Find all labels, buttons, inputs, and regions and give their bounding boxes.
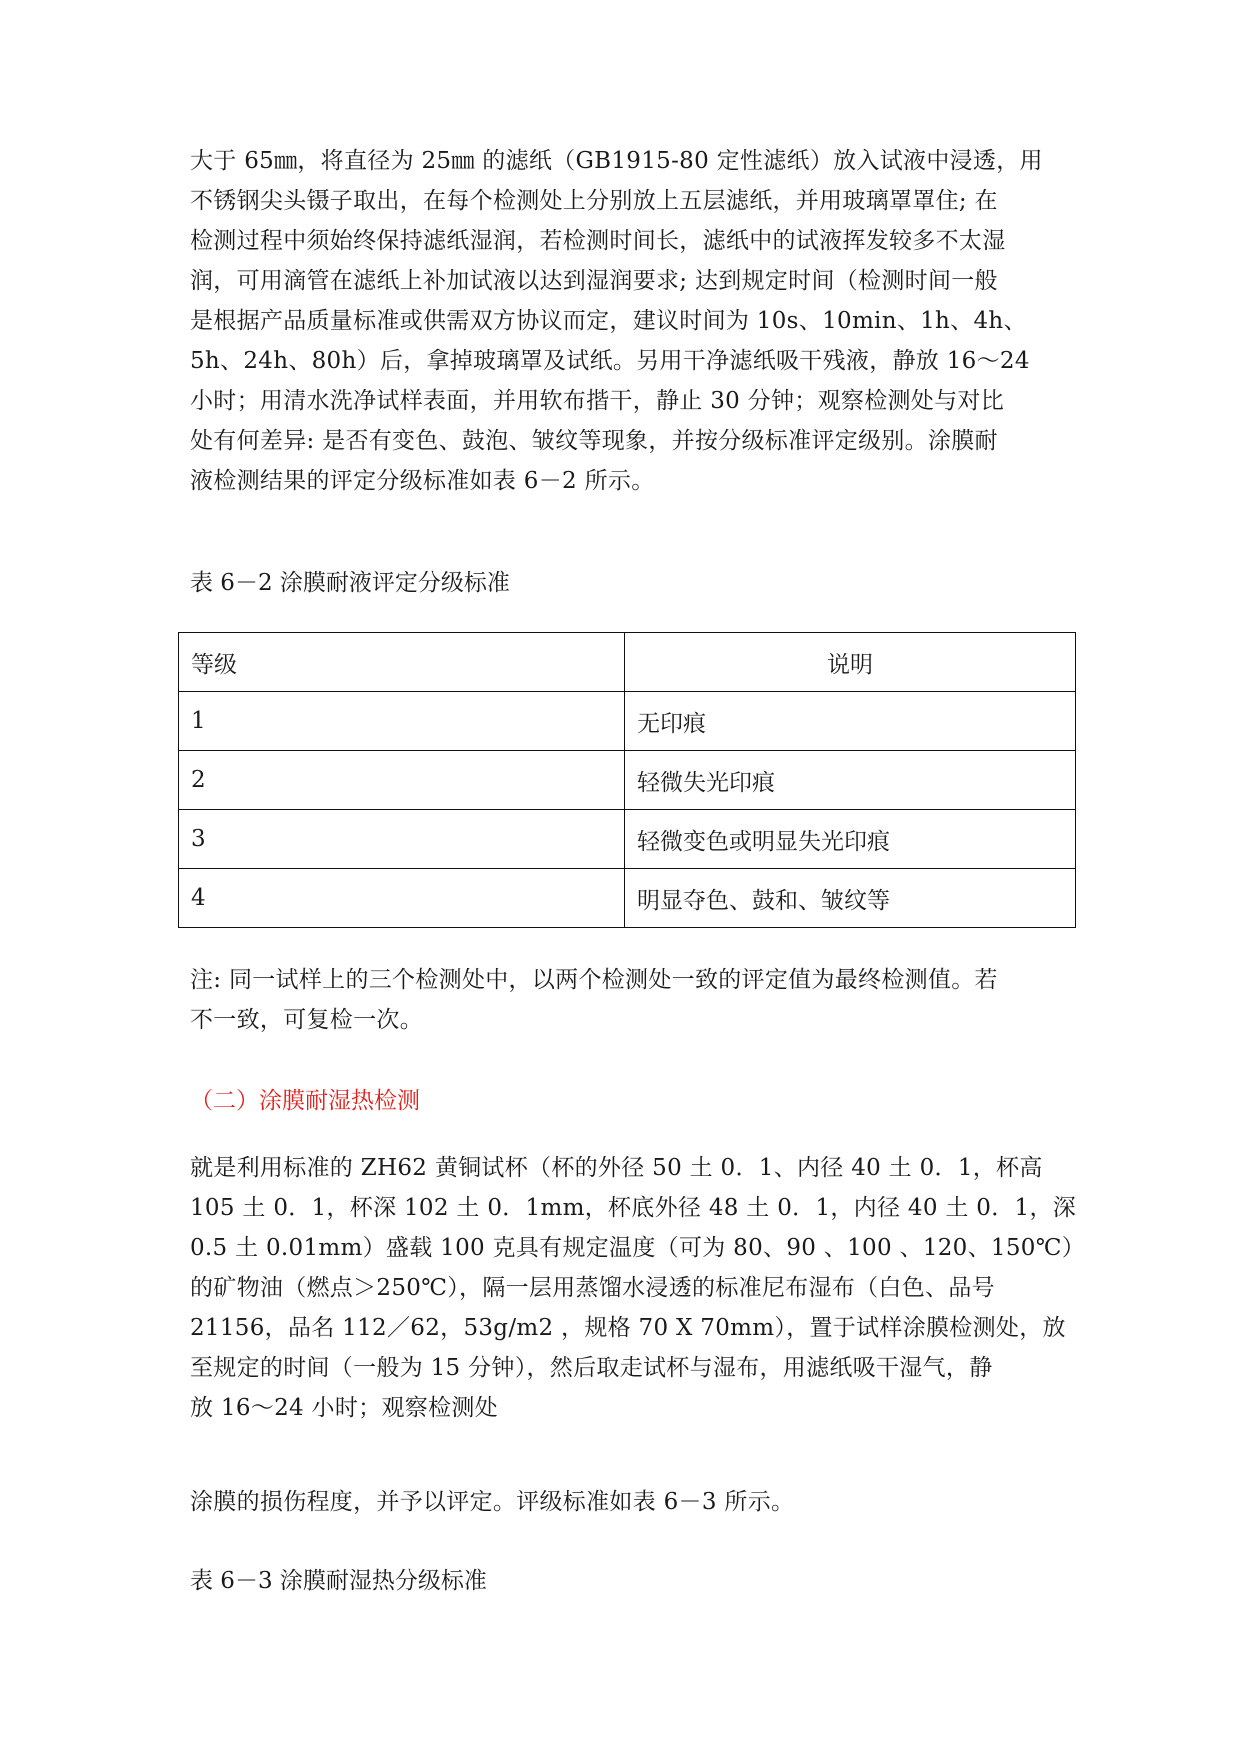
- paragraph-humidity-heat-method: [190, 1148, 1086, 1428]
- paragraph-liquid-resistance-method: [190, 141, 1070, 501]
- text-line: 不锈钢尖头镊子取出，在每个检测处上分别放上五层滤纸，并用玻璃罩罩住; 在: [190, 188, 998, 214]
- text-line: 检测过程中须始终保持滤纸湿润，若检测时间长，滤纸中的试液挥发较多不太湿: [190, 228, 1006, 254]
- grade-cell: 3: [179, 810, 625, 869]
- description-cell: 无印痕: [625, 692, 1076, 751]
- description-cell: 轻微变色或明显失光印痕: [625, 810, 1076, 869]
- section-heading-humidity-heat: （二）涂膜耐湿热检测: [190, 1088, 420, 1114]
- text-line: 涂膜的损伤程度，并予以评定。评级标准如表 6－3 所示。: [190, 1489, 795, 1515]
- text-line: 105 土 0．1，杯深 102 土 0．1mm，杯底外径 48 土 0．1，内径 40 土 0．1，深: [190, 1195, 1077, 1221]
- text-line: 处有何差异: 是否有变色、鼓泡、皱纹等现象，并按分级标准评定级别。涂膜耐: [190, 428, 998, 454]
- paragraph-damage-evaluation: [190, 1482, 1070, 1522]
- table-row: [179, 810, 1076, 869]
- text-line: 21156，品名 112／62，53g/m2 ，规格 70 X 70mm），置于试样涂膜检测处，放: [190, 1315, 1066, 1341]
- table-header-row: [179, 633, 1076, 692]
- text-line: 就是利用标准的 ZH62 黄铜试杯（杯的外径 50 土 0．1、内径 40 土 0．1，杯高: [190, 1155, 1043, 1181]
- text-line: 润，可用滴管在滤纸上补加试液以达到湿润要求; 达到规定时间（检测时间一般: [190, 268, 998, 294]
- text-line: 至规定的时间（一般为 15 分钟），然后取走试杯与湿布，用滤纸吸干湿气，静: [190, 1355, 993, 1381]
- grade-cell: 2: [179, 751, 625, 810]
- text-line: 注: 同一试样上的三个检测处中，以两个检测处一致的评定值为最终检测值。若: [190, 967, 998, 993]
- table-caption-6-3: 表 6－3 涂膜耐湿热分级标准: [190, 1568, 487, 1594]
- description-cell: 轻微失光印痕: [625, 751, 1076, 810]
- table-caption-6-2: 表 6－2 涂膜耐液评定分级标准: [190, 570, 510, 596]
- table-row: [179, 692, 1076, 751]
- table-row: [179, 751, 1076, 810]
- grade-table-6-2: [178, 632, 1076, 928]
- text-line: 是根据产品质量标准或供需双方协议而定，建议时间为 10s、10min、1h、4h、: [190, 308, 1027, 334]
- description-cell: 明显夺色、鼓和、皱纹等: [625, 869, 1076, 928]
- header-cell-description: 说明: [625, 633, 1076, 692]
- table-row: [179, 869, 1076, 928]
- header-cell-grade: 等级: [179, 633, 625, 692]
- text-line: 0.5 土 0.01mm）盛载 100 克具有规定温度（可为 80、90 、100 、120、150℃）: [190, 1235, 1086, 1261]
- text-line: 不一致，可复检一次。: [190, 1007, 423, 1033]
- text-line: 液检测结果的评定分级标准如表 6－2 所示。: [190, 468, 655, 494]
- table-note: [190, 960, 1070, 1040]
- text-line: 放 16～24 小时；观察检测处: [190, 1395, 498, 1421]
- grade-cell: 4: [179, 869, 625, 928]
- grade-cell: 1: [179, 692, 625, 751]
- text-line: 小时；用清水洗净试样表面，并用软布揩干，静止 30 分钟；观察检测处与对比: [190, 388, 1004, 414]
- text-line: 5h、24h、80h）后，拿掉玻璃罩及试纸。另用干净滤纸吸干残液，静放 16～24: [190, 348, 1030, 374]
- text-line: 的矿物油（燃点＞250℃），隔一层用蒸馏水浸透的标准尼布湿布（白色、品号: [190, 1275, 995, 1301]
- text-line: 大于 65㎜，将直径为 25㎜ 的滤纸（GB1915-80 定性滤纸）放入试液中浸透，用: [190, 148, 1043, 174]
